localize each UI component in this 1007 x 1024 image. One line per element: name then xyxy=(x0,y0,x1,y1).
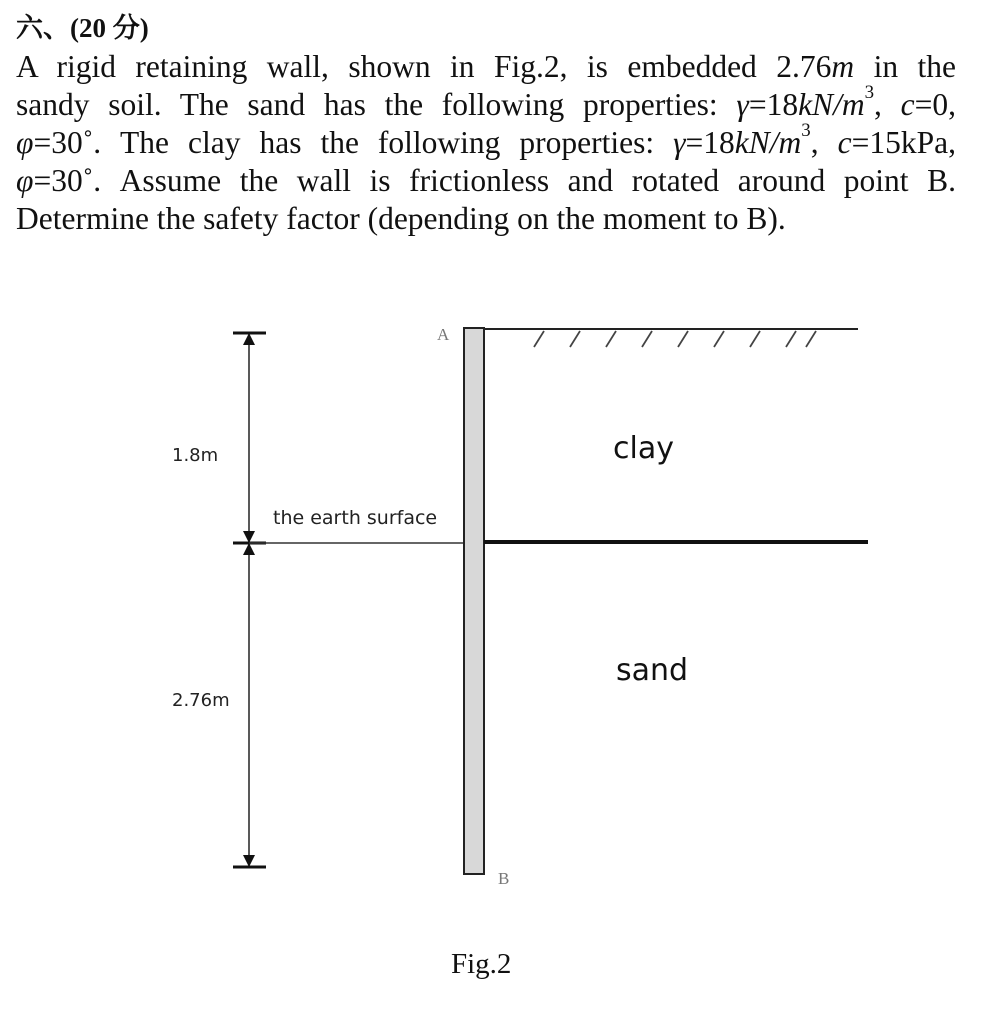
sand-label: sand xyxy=(616,653,689,688)
problem-text-line xyxy=(16,48,956,86)
retaining-wall-diagram xyxy=(0,300,1007,1024)
text-run: in the xyxy=(854,49,956,84)
text-run: =0, xyxy=(914,87,956,122)
text-run: =30˚. The clay has the following properties: xyxy=(33,125,674,160)
figure-caption: Fig.2 xyxy=(451,948,512,980)
problem-heading: 六、(20 分) xyxy=(16,13,149,43)
dimension-arrow-bottom xyxy=(243,855,255,867)
text-run: , xyxy=(810,125,838,160)
text-run: =18 xyxy=(748,87,799,122)
point-b-label: B xyxy=(498,869,510,888)
dimension-arrow-top xyxy=(243,333,255,345)
text-run: =30˚. Assume the wall is frictionless and rotated around point B. xyxy=(33,163,956,198)
text-run: A rigid retaining wall, shown in Fig.2, is embedded 2.76 xyxy=(16,49,832,84)
text-run: kN/m xyxy=(798,87,865,122)
text-run: c xyxy=(837,125,852,160)
text-run: φ xyxy=(16,125,34,160)
text-run: sandy soil. The sand has the following properties: xyxy=(16,87,737,122)
text-run: =15kPa, xyxy=(851,125,956,160)
dimension-arrow-middle-up xyxy=(243,531,255,543)
text-run: φ xyxy=(16,163,34,198)
retaining-wall xyxy=(464,328,484,874)
problem-text xyxy=(16,48,956,238)
text-run: , xyxy=(874,87,901,122)
text-run: kN/m xyxy=(734,125,802,160)
dimension-arrow-middle-down xyxy=(243,543,255,555)
dimension-upper-label: 1.8m xyxy=(172,445,219,466)
point-a-label: A xyxy=(437,325,450,344)
problem-text-line xyxy=(16,200,956,238)
problem-text-line xyxy=(16,162,956,200)
problem-text-line xyxy=(16,120,956,162)
figure-2 xyxy=(0,300,1007,1024)
problem-statement xyxy=(16,8,956,238)
problem-text-line xyxy=(16,82,956,124)
clay-label: clay xyxy=(613,431,674,466)
text-run: m xyxy=(831,49,855,84)
text-run: γ xyxy=(736,87,749,122)
text-run: 3 xyxy=(864,82,875,103)
earth-surface-label: the earth surface xyxy=(273,507,438,529)
text-run: 3 xyxy=(801,120,811,141)
text-run: =18 xyxy=(685,125,735,160)
dimension-lower-label: 2.76m xyxy=(172,690,230,711)
ground-hatching xyxy=(534,331,816,347)
text-run: Determine the safety factor (depending on the moment to B). xyxy=(16,201,786,236)
text-run: c xyxy=(900,87,915,122)
text-run: γ xyxy=(673,125,686,160)
